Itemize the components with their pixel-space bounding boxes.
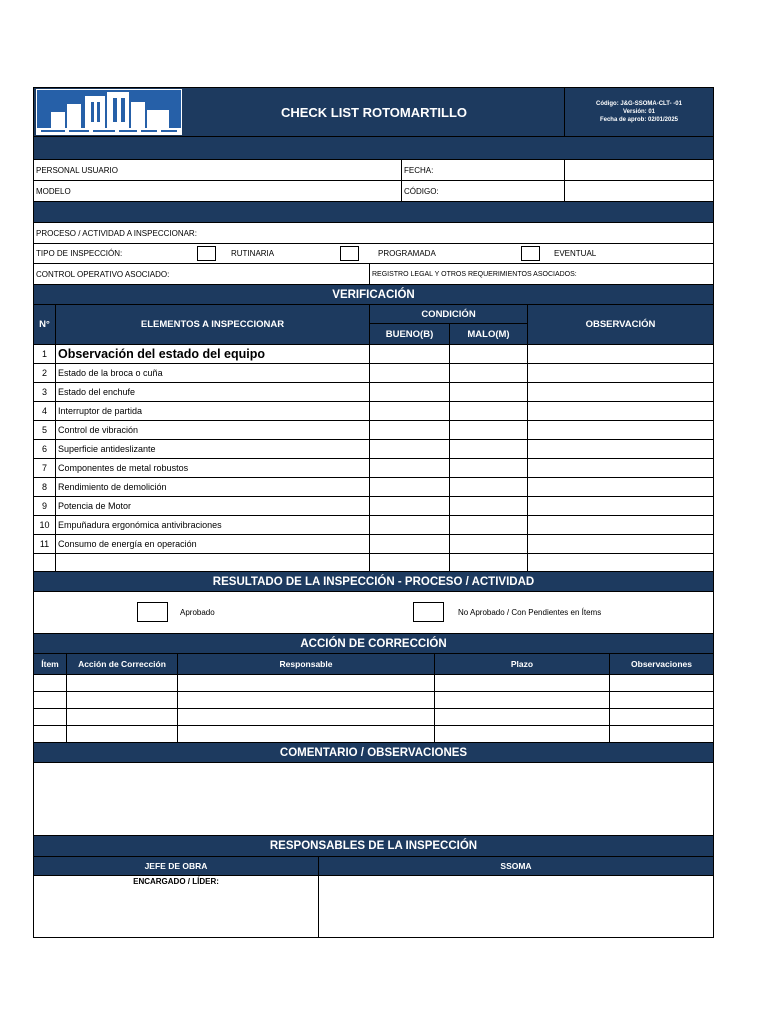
table-row [34, 478, 713, 497]
info-row-tipo [34, 244, 713, 264]
col-condicion: CONDICIÓN [370, 305, 527, 324]
personal-label: PERSONAL USUARIO [34, 160, 402, 180]
accion-plazo-cell[interactable] [435, 726, 610, 742]
bueno-cell[interactable] [370, 478, 450, 496]
item-text: Control de vibración [56, 421, 370, 439]
item-text: Estado del enchufe [56, 383, 370, 401]
malo-cell[interactable] [450, 345, 528, 363]
proceso-label: PROCESO / ACTIVIDAD A INSPECCIONAR: [36, 228, 197, 238]
col-accion: Acción de Corrección [67, 654, 178, 674]
accion-plazo-cell[interactable] [435, 709, 610, 725]
table-row [34, 383, 713, 402]
observacion-cell[interactable] [528, 535, 713, 553]
ssoma-signature-area[interactable] [319, 876, 713, 937]
logo-cell [34, 88, 184, 136]
aprobado-checkbox[interactable] [137, 602, 168, 622]
rutinaria-checkbox[interactable] [197, 246, 216, 261]
accion-responsable-cell[interactable] [178, 692, 435, 708]
bueno-cell[interactable] [370, 421, 450, 439]
malo-cell[interactable] [450, 478, 528, 496]
malo-cell[interactable] [450, 516, 528, 534]
bueno-cell[interactable] [370, 516, 450, 534]
item-text: Superficie antideslizante [56, 440, 370, 458]
observacion-cell[interactable] [528, 459, 713, 477]
accion-row [34, 692, 713, 709]
info-row-modelo [34, 181, 713, 202]
col-bueno: BUENO(B) [370, 324, 450, 344]
tipo-inspeccion [34, 244, 713, 263]
malo-cell[interactable] [450, 440, 528, 458]
item-text: Interruptor de partida [56, 402, 370, 420]
col-observacion: OBSERVACIÓN [585, 319, 656, 330]
codigo-field[interactable] [565, 181, 713, 201]
accion-item-cell[interactable] [34, 726, 67, 742]
col-plazo: Plazo [435, 654, 610, 674]
approval-date-line: Fecha de aprob: 02/01/2025 [599, 117, 679, 123]
checklist-sheet [33, 87, 714, 938]
bueno-cell[interactable] [370, 383, 450, 401]
accion-text-cell[interactable] [67, 709, 178, 725]
bueno-cell[interactable] [370, 535, 450, 553]
verificacion-heading: VERIFICACIÓN [34, 285, 713, 305]
responsables-sign-row [34, 876, 713, 937]
no-aprobado-checkbox[interactable] [413, 602, 444, 622]
item-text: Empuñadura ergonómica antivibraciones [56, 516, 370, 534]
item-number: 4 [34, 402, 56, 420]
item-number: 5 [34, 421, 56, 439]
fecha-field[interactable] [565, 160, 713, 180]
control-label: CONTROL OPERATIVO ASOCIADO: [34, 264, 370, 284]
observacion-cell[interactable] [528, 478, 713, 496]
no-aprobado-label: No Aprobado / Con Pendientes en Ítems [458, 608, 602, 617]
col-elementos: ELEMENTOS A INSPECCIONAR [56, 305, 370, 344]
malo-cell[interactable] [450, 554, 528, 571]
col-observaciones: Observaciones [631, 659, 692, 669]
bueno-cell[interactable] [370, 554, 450, 571]
verificacion-header-row [34, 305, 713, 345]
accion-observaciones-cell[interactable] [610, 726, 713, 742]
item-text: Rendimiento de demolición [56, 478, 370, 496]
item-text: Potencia de Motor [56, 497, 370, 515]
aprobado-label: Aprobado [180, 608, 215, 617]
malo-cell[interactable] [450, 497, 528, 515]
accion-responsable-cell[interactable] [178, 726, 435, 742]
table-row [34, 345, 713, 364]
spacer-band-1 [34, 137, 713, 160]
table-row [34, 459, 713, 478]
resultado-heading: RESULTADO DE LA INSPECCIÓN - PROCESO / ACTIVIDAD [34, 572, 713, 592]
col-responsable: Responsable [178, 654, 435, 674]
observacion-cell[interactable] [528, 421, 713, 439]
accion-heading: ACCIÓN DE CORRECCIÓN [34, 634, 713, 654]
observacion-cell[interactable] [528, 364, 713, 382]
accion-observaciones-cell[interactable] [610, 675, 713, 691]
jefe-signature-area[interactable] [34, 876, 319, 937]
jefe-de-obra-label: JEFE DE OBRA [34, 857, 319, 875]
tipo-label: TIPO DE INSPECCIÓN: [36, 249, 123, 258]
item-number: 3 [34, 383, 56, 401]
responsables-header-row [34, 857, 713, 876]
accion-responsable-cell[interactable] [178, 709, 435, 725]
accion-item-cell[interactable] [34, 675, 67, 691]
registro-label: REGISTRO LEGAL Y OTROS REQUERIMIENTOS ASOCIADOS: [372, 270, 577, 278]
item-text [56, 554, 370, 571]
item-number: 1 [34, 345, 56, 363]
item-number: 11 [34, 535, 56, 553]
info-row-control [34, 264, 713, 285]
table-row [34, 554, 713, 572]
item-number: 10 [34, 516, 56, 534]
rutinaria-label: RUTINARIA [231, 249, 275, 258]
modelo-label: MODELO [34, 181, 402, 201]
table-row [34, 497, 713, 516]
item-number: 7 [34, 459, 56, 477]
malo-cell[interactable] [450, 383, 528, 401]
accion-item-cell[interactable] [34, 692, 67, 708]
col-item: Ítem [34, 654, 67, 674]
col-num: N° [34, 305, 56, 344]
accion-text-cell[interactable] [67, 675, 178, 691]
document-meta [565, 88, 713, 136]
observacion-cell[interactable] [528, 516, 713, 534]
accion-header-row [34, 654, 713, 675]
comentario-heading: COMENTARIO / OBSERVACIONES [34, 743, 713, 763]
responsables-heading: RESPONSABLES DE LA INSPECCIÓN [34, 836, 713, 857]
item-text: Consumo de energía en operación [56, 535, 370, 553]
malo-cell[interactable] [450, 459, 528, 477]
bueno-cell[interactable] [370, 459, 450, 477]
observacion-cell[interactable] [528, 554, 713, 571]
accion-row [34, 709, 713, 726]
table-row [34, 402, 713, 421]
spacer-band-2 [34, 202, 713, 223]
programada-label: PROGRAMADA [378, 249, 436, 258]
table-row [34, 440, 713, 459]
observacion-cell[interactable] [528, 345, 713, 363]
observacion-cell[interactable] [528, 402, 713, 420]
bueno-cell[interactable] [370, 364, 450, 382]
accion-row [34, 675, 713, 692]
malo-cell[interactable] [450, 402, 528, 420]
table-row [34, 421, 713, 440]
accion-row [34, 726, 713, 743]
item-text: Estado de la broca o cuña [56, 364, 370, 382]
info-row-proceso [34, 223, 713, 244]
header-row [34, 88, 713, 137]
item-number: 9 [34, 497, 56, 515]
observacion-cell[interactable] [528, 440, 713, 458]
eventual-checkbox[interactable] [521, 246, 540, 261]
accion-item-cell[interactable] [34, 709, 67, 725]
table-row [34, 516, 713, 535]
observacion-cell[interactable] [528, 497, 713, 515]
accion-responsable-cell[interactable] [178, 675, 435, 691]
bueno-cell[interactable] [370, 402, 450, 420]
accion-observaciones-cell[interactable] [610, 709, 713, 725]
code-line: Código: J&G-SSOMA-CLT- -01 [596, 101, 682, 107]
accion-observaciones-cell[interactable] [610, 692, 713, 708]
ssoma-label: SSOMA [500, 861, 532, 871]
verificacion-items [34, 345, 713, 572]
observacion-cell[interactable] [528, 383, 713, 401]
bueno-cell[interactable] [370, 497, 450, 515]
programada-checkbox[interactable] [340, 246, 359, 261]
item-text: Componentes de metal robustos [56, 459, 370, 477]
document-title: CHECK LIST ROTOMARTILLO [184, 88, 565, 136]
malo-cell[interactable] [450, 535, 528, 553]
resultado-row [34, 592, 713, 634]
item-number: 2 [34, 364, 56, 382]
col-malo: MALO(M) [467, 328, 510, 340]
col-condicion-group [370, 305, 528, 344]
item-number: 8 [34, 478, 56, 496]
info-row-personal [34, 160, 713, 181]
bueno-cell[interactable] [370, 440, 450, 458]
codigo-label: CÓDIGO: [402, 181, 565, 201]
item-number: 6 [34, 440, 56, 458]
comentario-area[interactable] [34, 763, 713, 836]
table-row [34, 364, 713, 383]
version-line: Versión: 01 [622, 109, 655, 115]
accion-plazo-cell[interactable] [435, 675, 610, 691]
bueno-cell[interactable] [370, 345, 450, 363]
eventual-label: EVENTUAL [554, 249, 597, 258]
item-text: Observación del estado del equipo [56, 345, 370, 363]
malo-cell[interactable] [450, 421, 528, 439]
table-row [34, 535, 713, 554]
accion-plazo-cell[interactable] [435, 692, 610, 708]
company-logo [36, 89, 182, 135]
accion-text-cell[interactable] [67, 726, 178, 742]
encargado-label: ENCARGADO / LÍDER: [133, 877, 219, 886]
item-number [34, 554, 56, 571]
accion-text-cell[interactable] [67, 692, 178, 708]
malo-cell[interactable] [450, 364, 528, 382]
fecha-label: FECHA: [402, 160, 565, 180]
